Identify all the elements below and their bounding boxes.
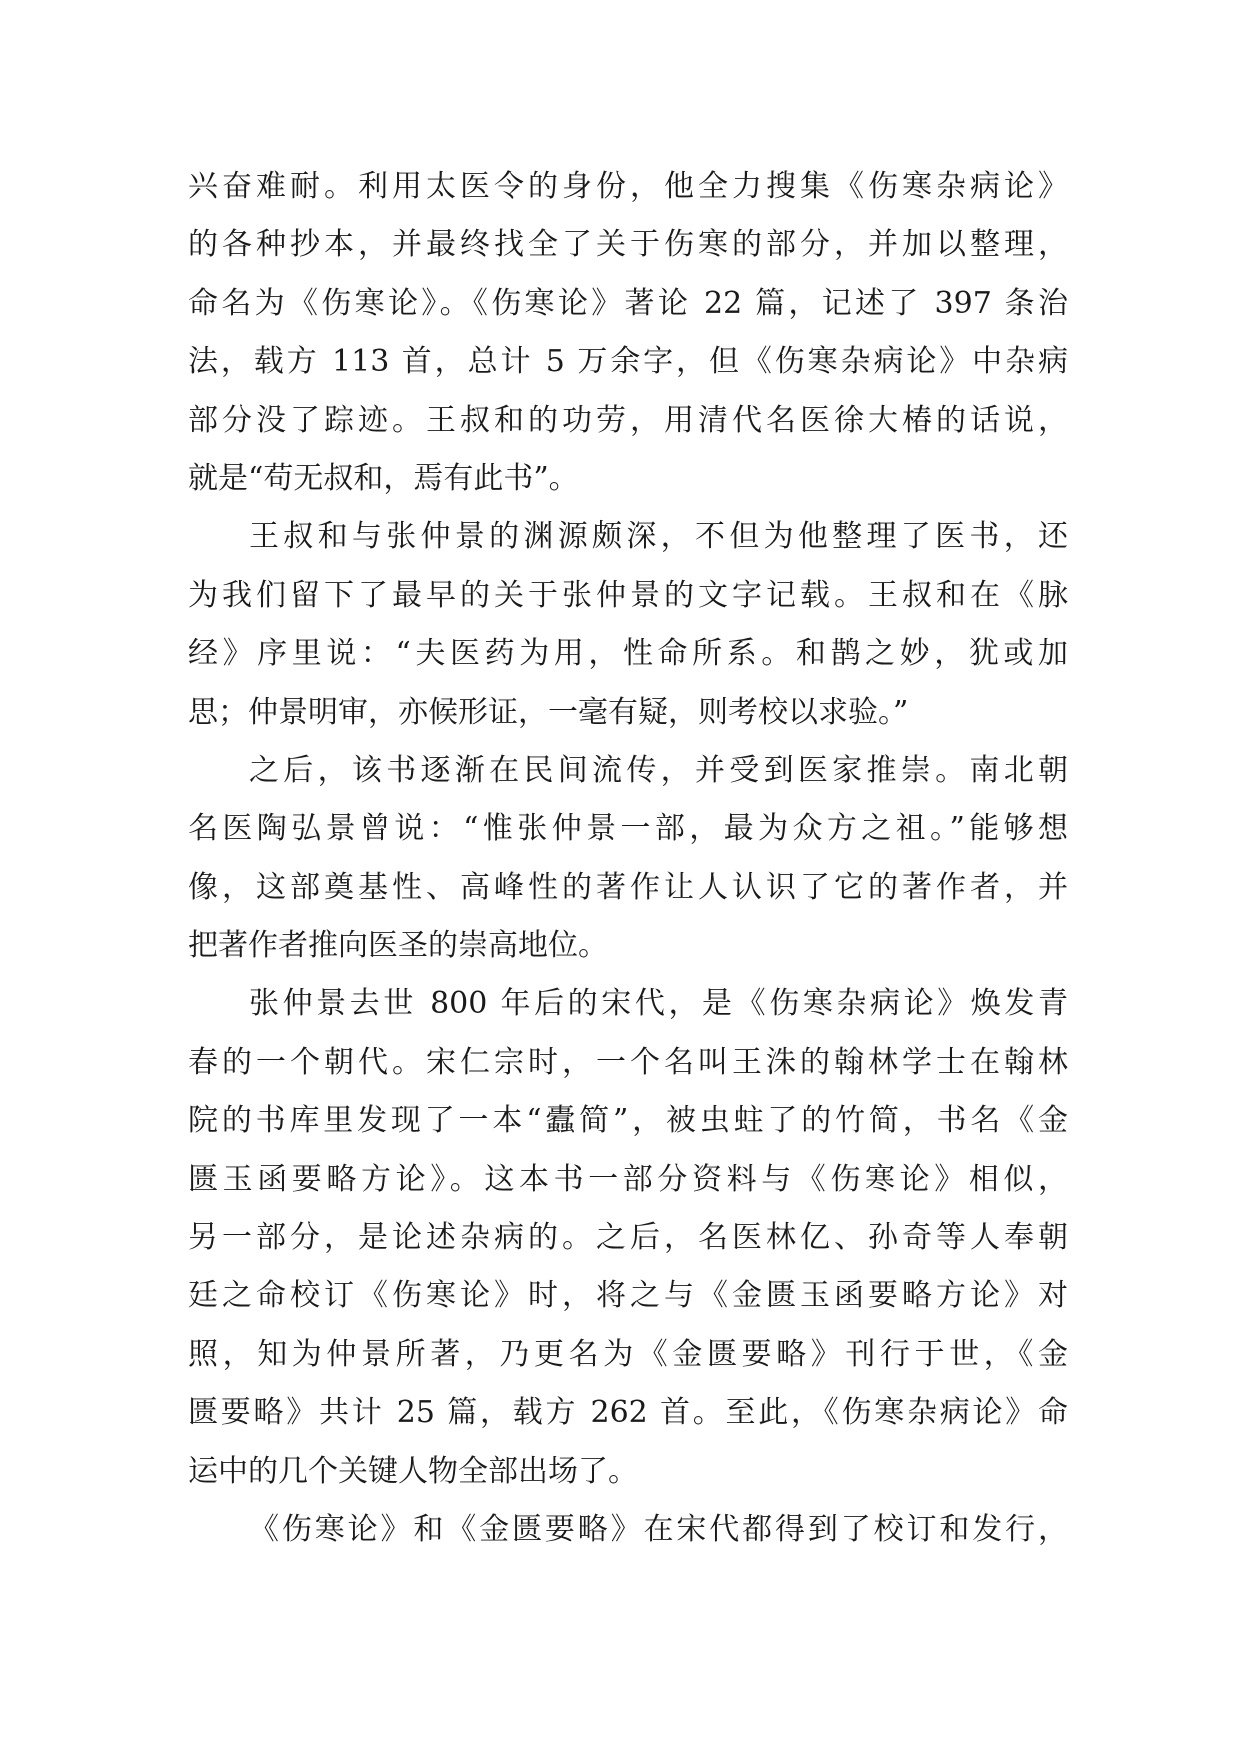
text-line: 命名为《伤寒论》。《伤寒论》著论 22 篇，记述了 397 条治 [188, 285, 1068, 321]
text-line: 经》序里说：“夫医药为用，性命所系。和鹊之妙，犹或加 [188, 636, 1068, 672]
text-line: 法，载方 113 首，总计 5 万余字，但《伤寒杂病论》中杂病 [188, 344, 1068, 380]
text-line: 另一部分，是论述杂病的。之后，名医林亿、孙奇等人奉朝 [188, 1220, 1068, 1256]
text-line: 廷之命校订《伤寒论》时，将之与《金匮玉函要略方论》对 [188, 1278, 1068, 1314]
text-line: 匮要略》共计 25 篇，载方 262 首。至此，《伤寒杂病论》命 [188, 1395, 1068, 1431]
text-line: 为我们留下了最早的关于张仲景的文字记载。王叔和在《脉 [188, 577, 1068, 613]
text-line: 思；仲景明审，亦候形证，一毫有疑，则考校以求验。” [188, 694, 909, 730]
text-line: 名医陶弘景曾说：“惟张仲景一部，最为众方之祖。”能够想 [188, 811, 1068, 847]
text-line: 像，这部奠基性、高峰性的著作让人认识了它的著作者，并 [188, 869, 1068, 905]
paragraph-start-line: 张仲景去世 800 年后的宋代，是《伤寒杂病论》焕发青 [249, 986, 1068, 1022]
text-line: 运中的几个关键人物全部出场了。 [188, 1453, 638, 1489]
text-line: 照，知为仲景所著，乃更名为《金匮要略》刊行于世，《金 [188, 1336, 1068, 1372]
paragraph-start-line: 《伤寒论》和《金匮要略》在宋代都得到了校订和发行， [249, 1511, 1068, 1547]
text-line: 匮玉函要略方论》。这本书一部分资料与《伤寒论》相似， [188, 1161, 1068, 1197]
text-line: 院的书库里发现了一本“蠹简”，被虫蛀了的竹简，书名《金 [188, 1103, 1068, 1139]
body-text [188, 158, 1068, 1559]
text-line: 把著作者推向医圣的崇高地位。 [188, 928, 608, 964]
text-line: 部分没了踪迹。王叔和的功劳，用清代名医徐大椿的话说， [188, 402, 1068, 438]
text-line: 的各种抄本，并最终找全了关于伤寒的部分，并加以整理， [188, 227, 1068, 263]
paragraph-start-line: 之后，该书逐渐在民间流传，并受到医家推崇。南北朝 [249, 752, 1068, 788]
text-line: 春的一个朝代。宋仁宗时，一个名叫王洙的翰林学士在翰林 [188, 1044, 1068, 1080]
text-line: 兴奋难耐。利用太医令的身份，他全力搜集《伤寒杂病论》 [188, 169, 1068, 204]
text-line: 就是“苟无叔和，焉有此书”。 [188, 460, 579, 496]
paragraph-start-line: 王叔和与张仲景的渊源颇深，不但为他整理了医书，还 [249, 519, 1068, 555]
